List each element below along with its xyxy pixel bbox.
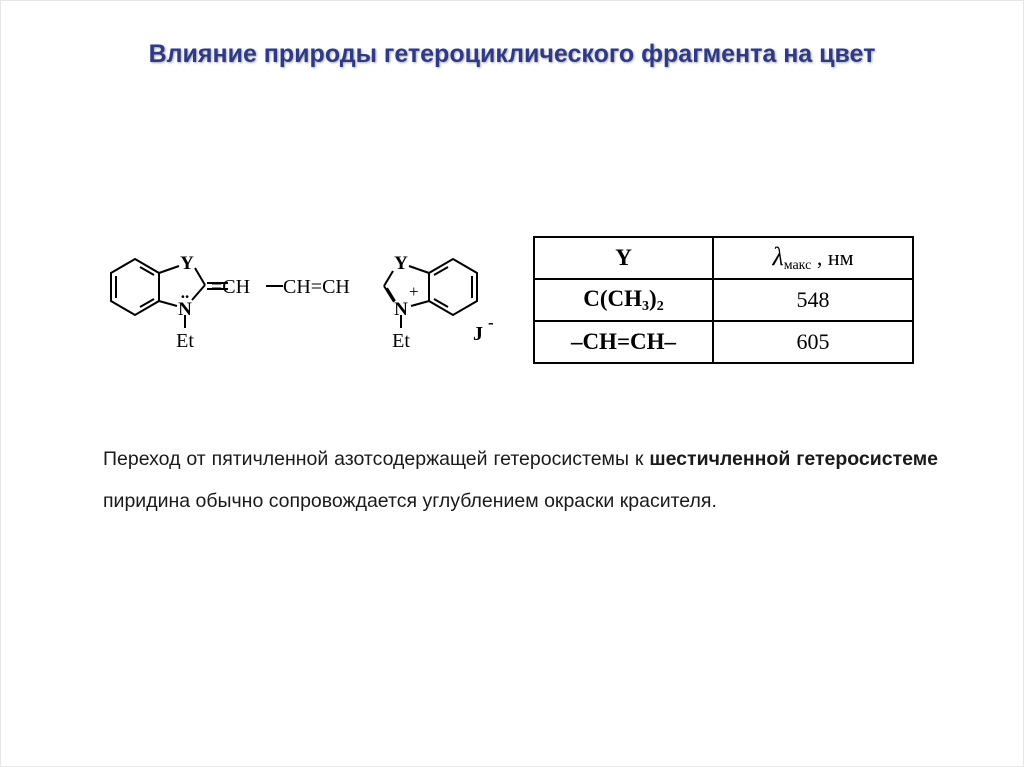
left-et-group: Et xyxy=(176,330,194,352)
slide-title: Влияние природы гетероциклического фрагмента на цвет xyxy=(148,40,876,68)
table-row xyxy=(534,279,913,321)
substituent-cell: $C(CH_3)_2$ xyxy=(534,279,713,321)
right-y-atom: Y xyxy=(394,253,408,274)
right-n-atom: N xyxy=(394,299,408,320)
left-y-atom: Y xyxy=(180,253,194,274)
lambda-value-cell: 605 xyxy=(713,321,913,363)
positive-charge: + xyxy=(409,282,419,301)
cyanine-dye-structure xyxy=(95,240,525,370)
absorption-table xyxy=(533,236,914,364)
explanation-paragraph: Переход от пятичленной азотсодержащей гетеросистемы к шестичленной гетеросистеме пиридина обычно сопровождается углублением окраски красителя. xyxy=(103,448,938,512)
methine-group-1: =CH xyxy=(211,276,251,298)
left-benzene-ring xyxy=(111,259,159,315)
table-row xyxy=(534,321,913,363)
lambda-value-cell: 548 xyxy=(713,279,913,321)
header-y-cell: Y xyxy=(534,237,713,279)
bold-term: шестичленной гетеросистеме xyxy=(649,448,938,470)
header-lambda-cell: $\lambda_{макс}$ , нм xyxy=(713,237,913,279)
table-header-row xyxy=(534,237,913,279)
lone-pair-dots: .. xyxy=(180,283,190,302)
anion-charge: - xyxy=(488,313,494,332)
methine-group-2: CH=CH xyxy=(283,276,350,298)
iodide-anion: J xyxy=(473,323,483,345)
right-benzene-ring xyxy=(429,259,477,315)
right-et-group: Et xyxy=(392,330,410,352)
substituent-cell: –CH=CH– xyxy=(534,321,713,363)
left-n-atom: N xyxy=(178,299,192,320)
